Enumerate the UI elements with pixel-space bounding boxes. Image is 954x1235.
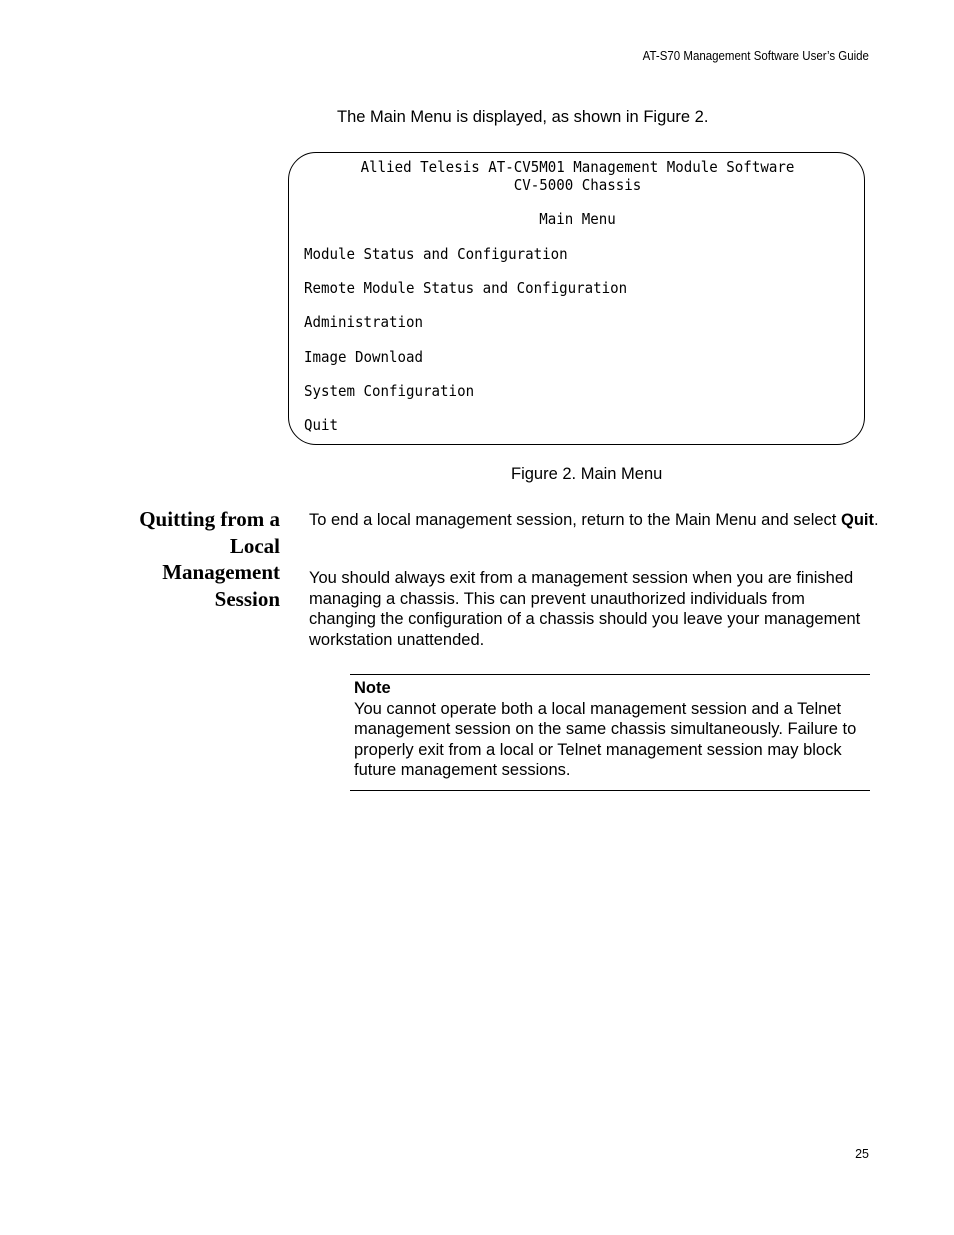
- main-menu-screen: [288, 152, 865, 445]
- intro-text: The Main Menu is displayed, as shown in Figure 2.: [337, 108, 709, 126]
- quit-keyword: Quit: [840, 511, 874, 529]
- screen-title-line1: Allied Telesis AT-CV5M01 Management Module Software: [360, 158, 795, 176]
- menu-item-system-configuration[interactable]: System Configuration: [304, 382, 475, 400]
- page-number: 25: [855, 1147, 869, 1161]
- section-heading-line: Session: [214, 586, 280, 611]
- menu-item-module-status[interactable]: Module Status and Configuration: [304, 245, 568, 263]
- paragraph-text: To end a local management session, return to the Main Menu and select: [309, 511, 841, 529]
- note-title: Note: [354, 679, 391, 697]
- section-heading-line: Management: [162, 560, 280, 585]
- menu-item-quit[interactable]: Quit: [304, 416, 339, 434]
- paragraph-text: .: [873, 511, 879, 529]
- paragraph-quit-instructions: [309, 510, 879, 531]
- menu-item-administration[interactable]: Administration: [304, 313, 424, 331]
- menu-item-image-download[interactable]: Image Download: [304, 348, 424, 366]
- section-heading-line: Quitting from a: [139, 507, 280, 531]
- running-header: AT-S70 Management Software User’s Guide: [642, 49, 869, 63]
- menu-item-remote-module-status[interactable]: Remote Module Status and Configuration: [304, 279, 628, 297]
- screen-menu-title: Main Menu: [539, 210, 616, 228]
- figure-caption: Figure 2. Main Menu: [511, 465, 663, 483]
- section-heading-line: Local: [229, 533, 280, 558]
- paragraph-exit-advice: You should always exit from a management session when you are finished managing a chassis. This can prevent unauthorized individuals from changing the configuration of a chassis should you leave your management workstation unattended.: [309, 569, 861, 649]
- screen-title-line2: CV-5000 Chassis: [513, 176, 642, 194]
- section-heading: [139, 506, 280, 612]
- note-box: [350, 674, 870, 791]
- note-text: You cannot operate both a local management session and a Telnet management session on the same chassis simultaneously. Failure to properly exit from a local or Telnet management session may block future management sessions.: [354, 699, 857, 780]
